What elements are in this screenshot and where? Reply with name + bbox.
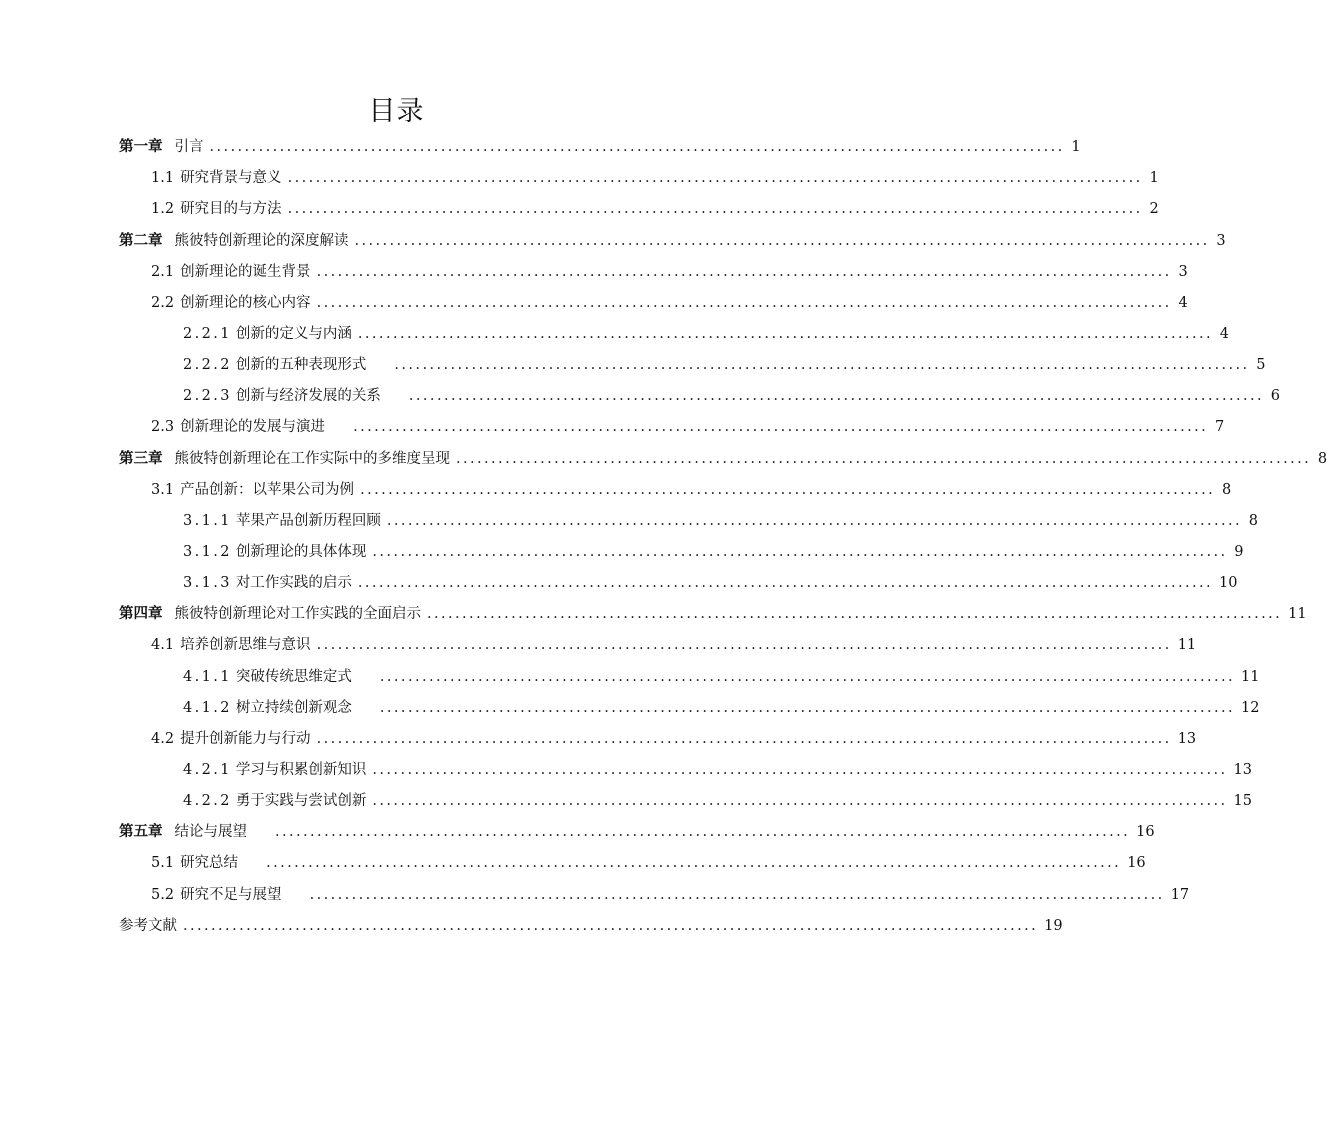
dot-leader: .......................................................................................................................... — [357, 575, 1214, 592]
dot-leader: .......................................................................................................................... — [379, 668, 1236, 685]
toc-entry-page: 8 — [1221, 481, 1232, 498]
toc-entry-page: 11 — [1288, 606, 1307, 623]
dot-leader: .......................................................................................................................... — [287, 201, 1143, 218]
dot-leader: .......................................................................................................................... — [275, 824, 1131, 841]
toc-entry-title: 创新的五种表现形式 — [235, 357, 367, 374]
toc-entry-title: 产品创新：以苹果公司为例 — [180, 481, 355, 498]
toc-entry-page: 6 — [1270, 388, 1281, 405]
toc-entry-chapter-4[interactable] — [119, 593, 1307, 624]
toc-entry-page: 2 — [1149, 201, 1159, 218]
toc-entry-section[interactable] — [119, 251, 1188, 282]
toc-entry-number: 第五章 — [119, 823, 163, 841]
toc-entry-page: 4 — [1178, 294, 1188, 311]
toc-entry-subsection[interactable] — [119, 655, 1260, 686]
toc-entry-subsection[interactable] — [119, 344, 1266, 375]
toc-entry-number: 3.1.3 — [183, 575, 232, 592]
toc-entry-title: 突破传统思维定式 — [235, 668, 352, 685]
toc-entry-subsection[interactable] — [119, 562, 1238, 593]
toc-entry-page: 1 — [1149, 170, 1159, 187]
toc-entry-number: 4.1.2 — [183, 699, 232, 716]
toc-entry-page: 10 — [1219, 575, 1238, 592]
toc-entry-title: 引言 — [174, 139, 204, 156]
toc-entry-page: 16 — [1127, 855, 1146, 872]
toc-entry-title: 勇于实践与尝试创新 — [235, 793, 367, 810]
toc-entry-page: 8 — [1248, 512, 1259, 529]
toc-entry-section[interactable] — [119, 406, 1225, 437]
dot-leader: .......................................................................................................................... — [353, 419, 1209, 436]
toc-entry-number: 2.2 — [151, 294, 175, 311]
dot-leader: .......................................................................................................................... — [309, 886, 1165, 903]
toc-entry-title: 结论与展望 — [174, 824, 247, 841]
toc-entry-number: 4.1 — [151, 637, 175, 654]
toc-entry-number: 4.1.1 — [183, 668, 232, 685]
toc-entry-page: 4 — [1219, 325, 1230, 342]
toc-entry-title: 提升创新能力与行动 — [180, 730, 311, 747]
dot-leader: .......................................................................................................................... — [183, 917, 1039, 934]
dot-leader: .......................................................................................................................... — [372, 543, 1228, 560]
dot-leader: .......................................................................................................................... — [316, 730, 1172, 747]
toc-entry-page: 17 — [1170, 886, 1190, 903]
toc-entry-chapter-5[interactable] — [119, 811, 1155, 842]
toc-entry-number: 2.2.1 — [183, 325, 232, 342]
toc-entry-page: 13 — [1177, 730, 1197, 747]
toc-entry-title: 树立持续创新观念 — [235, 699, 352, 716]
toc-entry-subsection[interactable] — [119, 687, 1260, 718]
toc-entry-page: 11 — [1241, 668, 1260, 685]
dot-leader: .......................................................................................................................... — [209, 139, 1065, 156]
toc-entry-title: 对工作实践的启示 — [235, 575, 352, 592]
toc-entry-number: 第四章 — [119, 605, 163, 623]
toc-entry-title: 研究总结 — [180, 855, 239, 872]
toc-entry-number: 4.2.2 — [183, 793, 232, 810]
toc-entry-subsection[interactable] — [119, 749, 1252, 780]
toc-entry-number: 2.3 — [151, 419, 175, 436]
dot-leader: .......................................................................................................................... — [427, 606, 1283, 623]
dot-leader: .......................................................................................................................... — [386, 512, 1243, 529]
toc-entry-page: 8 — [1317, 450, 1327, 467]
toc-entry-page: 3 — [1178, 263, 1188, 280]
toc-entry-title: 熊彼特创新理论的深度解读 — [174, 232, 349, 249]
toc-entry-page: 15 — [1233, 793, 1252, 810]
toc-entry-title: 培养创新思维与意识 — [180, 637, 311, 654]
toc-entry-section[interactable] — [119, 718, 1197, 749]
dot-leader: .......................................................................................................................... — [287, 170, 1143, 187]
toc-entry-title: 创新与经济发展的关系 — [235, 388, 381, 405]
toc-entry-number: 5.2 — [151, 886, 175, 903]
toc-entry-page: 5 — [1256, 357, 1266, 374]
toc-entry-subsection[interactable] — [119, 375, 1281, 406]
dot-leader: .......................................................................................................................... — [266, 855, 1122, 872]
toc-entry-number: 4.2 — [151, 730, 175, 747]
toc-entry-number: 1.2 — [151, 201, 175, 218]
toc-entry-number: 2.2.3 — [183, 388, 232, 405]
toc-entry-number: 5.1 — [151, 855, 175, 872]
toc-entry-page: 13 — [1233, 761, 1252, 778]
dot-leader: .......................................................................................................................... — [316, 637, 1172, 654]
toc-entry-title: 参考文献 — [119, 917, 177, 934]
toc-entry-number: 第一章 — [119, 138, 163, 156]
toc-entry-page: 7 — [1214, 419, 1225, 436]
toc-entry-title: 熊彼特创新理论在工作实际中的多维度呈现 — [174, 450, 450, 467]
toc-entry-subsection[interactable] — [119, 780, 1252, 811]
toc-entry-title: 熊彼特创新理论对工作实践的全面启示 — [174, 606, 421, 623]
toc-entry-subsection[interactable] — [119, 531, 1244, 562]
toc-entry-number: 3.1.2 — [183, 543, 232, 560]
dot-leader: .......................................................................................................................... — [408, 388, 1265, 405]
dot-leader: .......................................................................................................................... — [456, 450, 1312, 467]
toc-entry-title: 研究背景与意义 — [180, 170, 282, 187]
toc-entry-page: 12 — [1241, 699, 1260, 716]
toc-entry-title: 研究目的与方法 — [180, 201, 282, 218]
toc-entry-number: 1.1 — [151, 170, 175, 187]
toc-entry-number: 2.1 — [151, 263, 175, 280]
toc-entry-subsection[interactable] — [119, 500, 1259, 531]
toc-entry-title: 研究不足与展望 — [180, 886, 282, 903]
toc-entry-number: 3.1 — [151, 481, 175, 498]
toc-entry-section[interactable] — [119, 188, 1159, 219]
dot-leader: .......................................................................................................................... — [360, 481, 1216, 498]
toc-entry-section[interactable] — [119, 157, 1159, 188]
dot-leader: .......................................................................................................................... — [316, 294, 1172, 311]
toc-entry-page: 3 — [1216, 232, 1226, 249]
toc-entry-chapter-1[interactable] — [119, 126, 1081, 157]
toc-entry-title: 创新的定义与内涵 — [235, 325, 352, 342]
dot-leader: .......................................................................................................................... — [354, 232, 1210, 249]
table-of-contents — [119, 126, 1327, 936]
toc-entry-subsection[interactable] — [119, 313, 1230, 344]
toc-entry-page: 19 — [1044, 917, 1063, 934]
toc-entry-section[interactable] — [119, 282, 1188, 313]
toc-entry-title: 创新理论的具体体现 — [235, 543, 367, 560]
toc-entry-section[interactable] — [119, 624, 1197, 655]
dot-leader: .......................................................................................................................... — [316, 263, 1172, 280]
toc-entry-section[interactable] — [119, 873, 1190, 904]
toc-entry-title: 苹果产品创新历程回顾 — [235, 512, 381, 529]
toc-entry-references[interactable] — [119, 905, 1063, 936]
dot-leader: .......................................................................................................................... — [379, 699, 1236, 716]
toc-entry-title: 创新理论的核心内容 — [180, 294, 311, 311]
toc-entry-section[interactable] — [119, 842, 1146, 873]
toc-entry-number: 4.2.1 — [183, 761, 232, 778]
toc-entry-title: 学习与积累创新知识 — [235, 761, 367, 778]
toc-entry-page: 1 — [1071, 139, 1081, 156]
toc-entry-section[interactable] — [119, 469, 1232, 500]
toc-entry-page: 9 — [1234, 543, 1244, 560]
toc-entry-page: 11 — [1177, 637, 1197, 654]
dot-leader: .......................................................................................................................... — [394, 357, 1250, 374]
toc-entry-title: 创新理论的诞生背景 — [180, 263, 311, 280]
dot-leader: .......................................................................................................................... — [357, 325, 1214, 342]
toc-entry-chapter-2[interactable] — [119, 219, 1226, 250]
toc-entry-number: 第二章 — [119, 231, 163, 249]
toc-entry-chapter-3[interactable] — [119, 437, 1327, 468]
toc-entry-number: 3.1.1 — [183, 512, 232, 529]
toc-entry-number: 第三章 — [119, 449, 163, 467]
toc-entry-page: 16 — [1136, 824, 1155, 841]
toc-entry-title: 创新理论的发展与演进 — [180, 419, 326, 436]
page-title: 目录 — [368, 96, 425, 127]
dot-leader: .......................................................................................................................... — [372, 793, 1228, 810]
toc-entry-number: 2.2.2 — [183, 357, 232, 374]
dot-leader: .......................................................................................................................... — [372, 761, 1228, 778]
